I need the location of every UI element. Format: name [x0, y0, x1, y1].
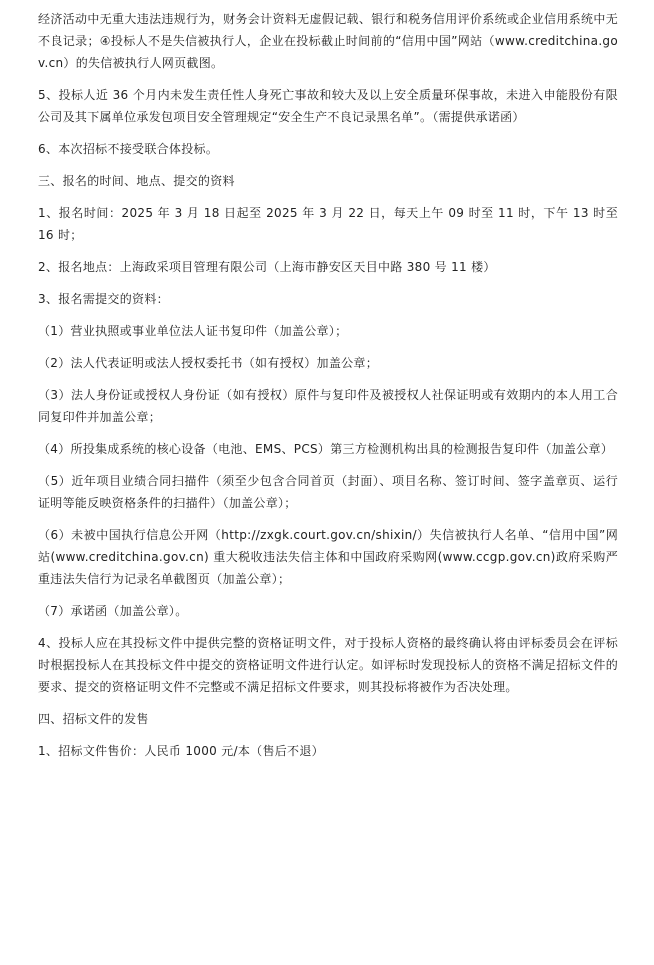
paragraph-registration-time: 1、报名时间：2025 年 3 月 18 日起至 2025 年 3 月 22 日，每天上午 09 时至 11 时，下午 13 时至 16 时；	[38, 206, 618, 242]
list-item-credit-screenshots: （6）未被中国执行信息公开网（http://zxgk.court.gov.cn/shixin/）失信被执行人名单、“信用中国”网站(www.creditchina.gov.cn) 重大税收违法失信主体和中国政府采购网(www.ccgp.gov.cn)政府采购严重违法失信行为记录名单截图页（加盖公章）；	[38, 528, 618, 586]
section-heading-registration: 三、报名的时间、地点、提交的资料	[38, 174, 235, 188]
section-heading-document-sale: 四、招标文件的发售	[38, 712, 149, 726]
paragraph-no-consortium: 6、本次招标不接受联合体投标。	[38, 142, 219, 156]
list-item-identity-proof: （3）法人身份证或授权人身份证（如有授权）原件与复印件及被授权人社保证明或有效期内的本人用工合同复印件并加盖公章；	[38, 388, 618, 424]
list-item-test-report: （4）所投集成系统的核心设备（电池、EMS、PCS）第三方检测机构出具的检测报告复印件（加盖公章）	[38, 442, 614, 456]
paragraph-safety-record: 5、投标人近 36 个月内未发生责任性人身死亡事故和较大及以上安全质量环保事故，未进入申能股份有限公司及其下属单位承发包项目安全管理规定“安全生产不良记录黑名单”。（需提供承诺函）	[38, 88, 618, 124]
paragraph-registration-location: 2、报名地点：上海政采项目管理有限公司（上海市静安区天目中路 380 号 11 楼）	[38, 260, 496, 274]
paragraph-qualification-review: 4、投标人应在其投标文件中提供完整的资格证明文件，对于投标人资格的最终确认将由评标委员会在评标时根据投标人在其投标文件中提交的资格证明文件进行认定。如评标时发现投标人的资格不满足招标文件的要求、提交的资格证明文件不完整或不满足招标文件要求，则其投标将被作为否决处理。	[38, 636, 618, 694]
paragraph-document-price: 1、招标文件售价：人民币 1000 元/本（售后不退）	[38, 744, 324, 758]
document-page	[38, 8, 618, 772]
list-item-business-license: （1）营业执照或事业单位法人证书复印件（加盖公章）；	[38, 324, 348, 338]
list-item-commitment-letter: （7）承诺函（加盖公章）。	[38, 604, 188, 618]
list-item-performance-contracts: （5）近年项目业绩合同扫描件（须至少包含合同首页（封面）、项目名称、签订时间、签字盖章页、运行证明等能反映资格条件的扫描件）（加盖公章）；	[38, 474, 618, 510]
paragraph-integrity-conditions: 经济活动中无重大违法违规行为，财务会计资料无虚假记载、银行和税务信用评价系统或企业信用系统中无不良记录；④投标人不是失信被执行人，企业在投标截止时间前的“信用中国”网站（www.creditchina.gov.cn）的失信被执行人网页截图。	[38, 12, 618, 70]
list-item-authorization: （2）法人代表证明或法人授权委托书（如有授权）加盖公章；	[38, 356, 379, 370]
paragraph-required-documents: 3、报名需提交的资料：	[38, 292, 169, 306]
